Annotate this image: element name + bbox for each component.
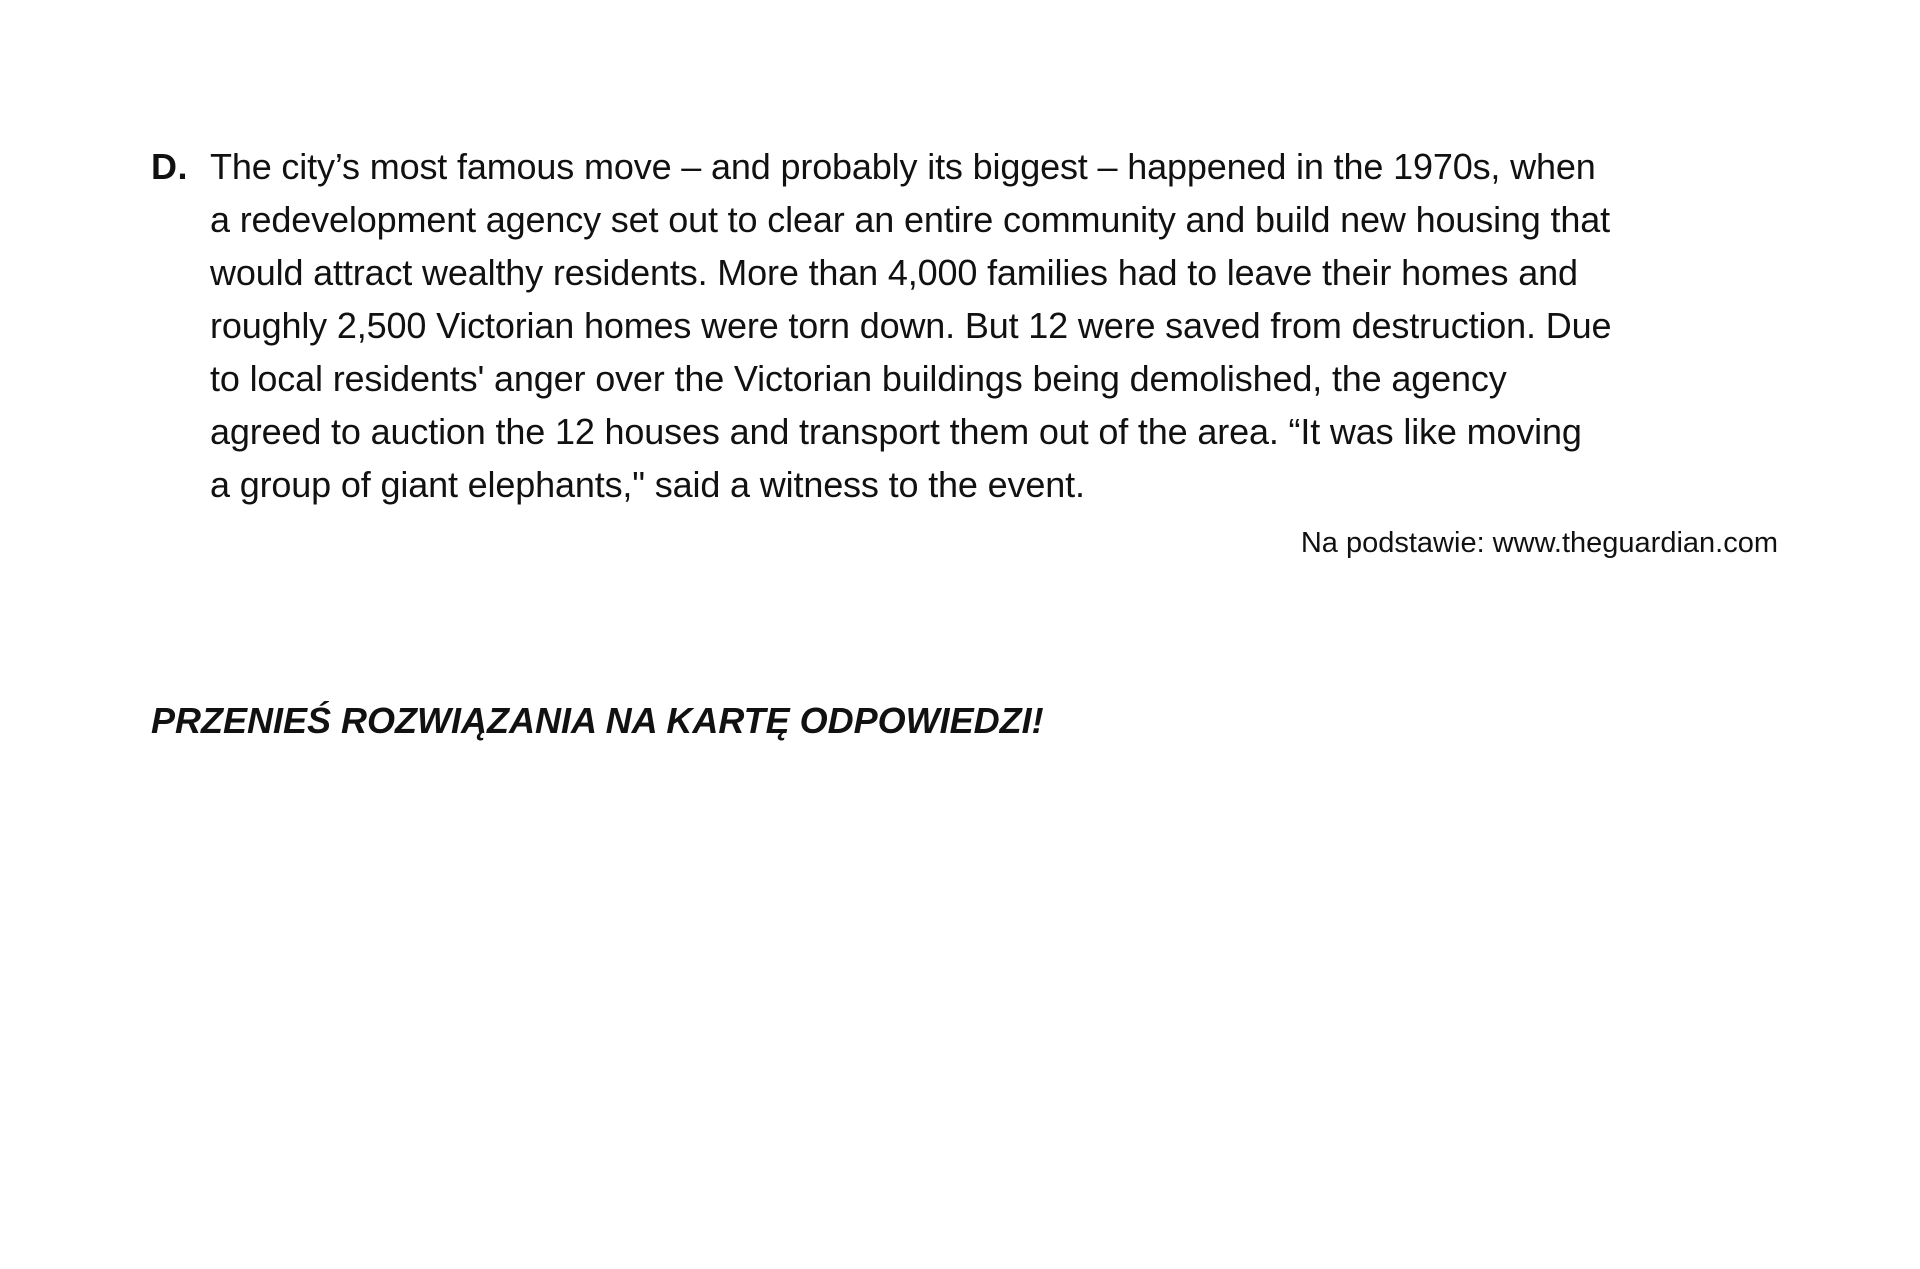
section-letter: D. (151, 146, 188, 187)
paragraph-line: would attract wealthy residents. More than 4,000 families had to leave their homes and (210, 252, 1578, 293)
paragraph-line: agreed to auction the 12 houses and transport them out of the area. “It was like moving (210, 411, 1582, 452)
source-citation: Na podstawie: www.theguardian.com (1300, 527, 1778, 559)
instruction-text: PRZENIEŚ ROZWIĄZANIA NA KARTĘ ODPOWIEDZI! (151, 700, 1044, 741)
paragraph-line: The city’s most famous move – and probably its biggest – happened in the 1970s, when (210, 146, 1596, 187)
paragraph-line: to local residents' anger over the Victorian buildings being demolished, the agency (210, 358, 1507, 399)
paragraph-line: a group of giant elephants," said a witness to the event. (210, 464, 1085, 505)
paragraph-line: roughly 2,500 Victorian homes were torn down. But 12 were saved from destruction. Due (210, 305, 1612, 346)
section-paragraph (210, 140, 1770, 511)
paragraph-line: a redevelopment agency set out to clear an entire community and build new housing that (210, 199, 1610, 240)
